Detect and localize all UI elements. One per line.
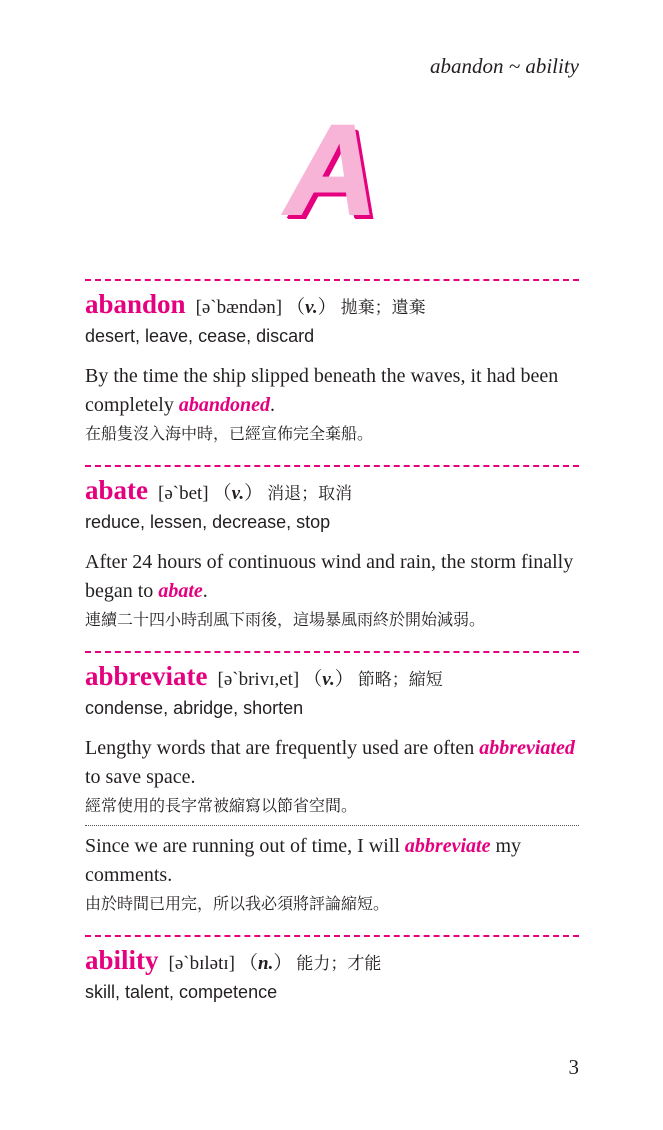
pos-label: v. <box>305 297 318 318</box>
example-text-before: By the time the ship slipped beneath the waves, it had been completely <box>85 365 559 416</box>
example-highlight: abate <box>158 580 203 602</box>
example <box>85 362 579 447</box>
headword: abate <box>85 475 148 505</box>
pronunciation: [ə`bɪlətɪ] <box>168 953 235 974</box>
pronunciation: [ə`brivɪ,et] <box>217 669 300 690</box>
example-english <box>85 548 579 606</box>
part-of-speech <box>286 292 337 319</box>
pos-close: ） <box>334 669 354 690</box>
pos-close: ） <box>244 483 264 504</box>
part-of-speech <box>303 664 354 691</box>
pronunciation: [ə`bændən] <box>195 297 283 318</box>
example-highlight: abbreviated <box>479 737 575 759</box>
chinese-definition: 拋棄；遺棄 <box>340 298 426 318</box>
synonyms: skill, talent, competence <box>85 982 278 1002</box>
pos-open: （ <box>303 669 323 690</box>
example <box>85 734 579 819</box>
example <box>85 548 579 633</box>
part-of-speech <box>239 948 292 975</box>
example-text-before: Lengthy words that are frequently used are often <box>85 737 480 759</box>
pos-close: ） <box>273 953 293 974</box>
example-text-before: After 24 hours of continuous wind and rain, the storm finally began to <box>85 551 574 602</box>
pos-open: （ <box>212 483 232 504</box>
headword: ability <box>85 945 159 975</box>
section-letter: A <box>285 99 378 242</box>
entry-headline <box>85 945 579 976</box>
pos-label: v. <box>322 669 335 690</box>
example-highlight: abandoned <box>178 394 270 416</box>
chinese-definition: 消退；取消 <box>267 484 353 504</box>
pos-close: ） <box>317 297 337 318</box>
example-chinese: 連續二十四小時刮風下雨後，這場暴風雨終於開始減弱。 <box>85 610 486 629</box>
pos-label: v. <box>231 483 245 504</box>
example-chinese: 經常使用的長字常被縮寫以節省空間。 <box>85 796 358 815</box>
entry-ability <box>85 935 579 1004</box>
example-text-after: . <box>269 394 275 416</box>
page-number: 3 <box>568 1055 579 1079</box>
part-of-speech <box>213 478 264 505</box>
example-english <box>85 362 579 420</box>
entry-divider <box>85 465 579 467</box>
entry-headline <box>85 475 579 506</box>
chinese-definition: 能力；才能 <box>296 954 382 974</box>
headword: abbreviate <box>85 661 208 691</box>
example-chinese: 由於時間已用完，所以我必須將評論縮短。 <box>85 894 390 913</box>
pronunciation: [ə`bet] <box>158 483 209 504</box>
entry-headline <box>85 289 579 320</box>
chinese-definition: 節略；縮短 <box>357 670 443 690</box>
entry-divider <box>85 651 579 653</box>
example-divider <box>85 825 579 826</box>
example-text-after: my comments. <box>85 835 522 886</box>
entry-headline <box>85 661 579 692</box>
entry-divider <box>85 279 579 281</box>
example <box>85 832 579 917</box>
entries-list <box>85 279 579 1004</box>
example-text-after: . <box>202 580 208 602</box>
example-text-after: to save space. <box>85 766 196 788</box>
entry-abandon <box>85 279 579 447</box>
headword: abandon <box>85 289 186 319</box>
pos-label: n. <box>258 953 274 974</box>
example-chinese: 在船隻沒入海中時，已經宣佈完全棄船。 <box>85 424 374 443</box>
entry-divider <box>85 935 579 937</box>
example-highlight: abbreviate <box>404 835 491 857</box>
example-text-before: Since we are running out of time, I will <box>85 835 405 857</box>
example-english <box>85 832 579 890</box>
running-head: abandon ~ ability <box>429 54 579 78</box>
pos-open: （ <box>238 953 258 974</box>
synonyms: desert, leave, cease, discard <box>85 326 315 346</box>
entry-abate <box>85 465 579 633</box>
synonyms: condense, abridge, shorten <box>85 698 304 718</box>
synonyms: reduce, lessen, decrease, stop <box>85 512 331 532</box>
example-english <box>85 734 579 792</box>
pos-open: （ <box>286 297 306 318</box>
entry-abbreviate <box>85 651 579 917</box>
